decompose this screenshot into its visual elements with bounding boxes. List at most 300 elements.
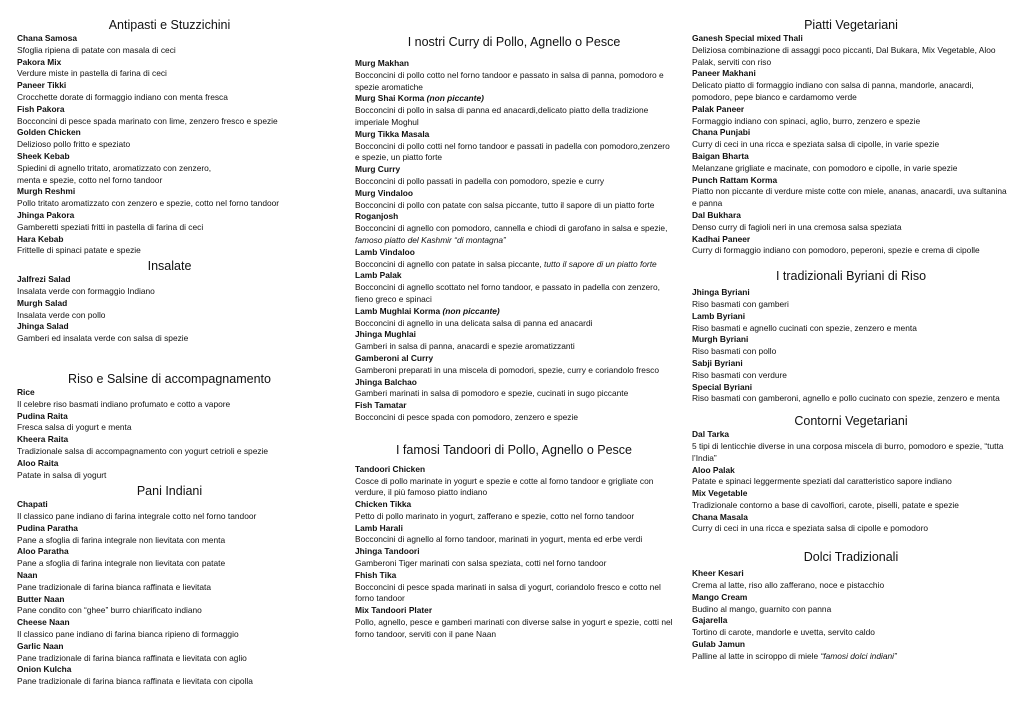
section-title: I nostri Curry di Pollo, Agnello o Pesce [407,35,621,49]
menu-item [692,127,1010,151]
menu-item-name-text: Mix Vegetable [692,488,748,499]
menu-item [692,615,1010,639]
menu-item-description-text: Bocconcini di agnello al forno tandoor, marinati in yogurt, menta ed erbe verdi [355,534,643,545]
section-title: Piatti Vegetariani [804,18,898,32]
menu-item-description [17,198,322,210]
section-title: Dolci Tradizionali [803,550,899,565]
menu-item-name-text: Aloo Palak [692,464,735,475]
menu-item-description-text: Crema al latte, riso allo zafferano, noce e pistacchio [692,580,885,591]
menu-item-list [17,33,322,257]
menu-item-name [692,127,1010,139]
menu-item-name-text: Murg Tikka Masala [355,128,430,139]
menu-item [17,104,322,128]
section-tandoori [355,442,673,641]
menu-item [355,546,673,570]
menu-item-name [17,458,322,470]
menu-item [692,151,1010,175]
menu-item-name [355,499,673,511]
menu-item-description-text: Piatto non piccante di verdure miste cotte con miele, ananas, anacardi, uva sultanina e panna [692,186,1007,209]
menu-item [692,358,1010,382]
menu-item [17,151,322,186]
menu-item-name [355,400,673,412]
menu-item-description-text: Pollo tritato aromatizzato con zenzero e spezie, cotto nel forno tandoor [17,198,280,209]
menu-item-name-text: Kadhai Paneer [692,233,751,244]
menu-item [355,58,673,93]
menu-item-name-text: Murg Vindaloo [355,187,414,198]
menu-item-description-text: Formaggio indiano con spinaci, aglio, burro, zenzero e spezie [692,115,921,126]
menu-item-list [355,58,673,424]
menu-item-list [17,387,322,481]
menu-item-name [692,334,1010,346]
menu-item-description-text: Bocconcini di pollo in salsa di panna ed anacardi,delicato piatto della tradizione imperiale Moghul [355,105,649,127]
menu-item-description [355,200,673,212]
menu-item [355,129,673,164]
menu-item-name [692,33,1010,45]
menu-item [692,311,1010,335]
menu-item-name-text: Chana Masala [692,511,748,522]
menu-item-name [692,68,1010,80]
menu-item-name-text: Gamberoni al Curry [355,352,434,363]
menu-item-name [692,358,1010,370]
menu-item-name-text: Garlic Naan [17,640,64,651]
menu-item-name-text: Murg Curry [355,164,401,175]
section-piatti-vegetariani [692,17,1010,257]
menu-item [692,234,1010,258]
menu-item-name-text: Jhinga Salad [17,321,69,332]
menu-column-right [692,0,1010,663]
menu-item-name-text: Murgh Reshmi [17,186,76,197]
menu-item-name-text: Pakora Mix [17,56,62,67]
menu-item-description [355,223,673,247]
menu-item-name [355,523,673,535]
menu-item [692,568,1010,592]
menu-item-description-text: Pane tradizionale di farina bianca raffinata e lievitata con cipolla [17,676,253,687]
menu-item-description-text: Insalata verde con formaggio Indiano [17,285,155,296]
menu-item-description [692,500,1010,512]
menu-item-description-text: Bocconcini di agnello in una delicata salsa di panna ed anacardi [355,317,593,328]
menu-item-name-text: Sabji Byriani [692,357,743,368]
menu-item-description-text: Cosce di pollo marinate in yogurt e spezie e cotte al forno tandoor e grigliate con verdure, il più famoso piatto indiano [355,475,654,498]
menu-item-name [17,298,322,310]
menu-item-description [17,245,322,257]
menu-item-description-italic: tutto il sapore di un piatto forte [544,258,657,269]
menu-item-description [692,299,1010,311]
menu-item [17,617,322,641]
menu-item-name-text: Chapati [17,499,48,510]
menu-item-name-text: Naan [17,570,38,581]
menu-item [355,570,673,605]
menu-item-name-text: Pudina Raita [17,410,68,421]
menu-item-name-text: Chana Punjabi [692,127,751,138]
menu-column-left [17,0,322,688]
menu-item [17,664,322,688]
menu-item-description [17,676,322,688]
menu-item [355,164,673,188]
menu-item [17,641,322,665]
menu-item [355,353,673,377]
menu-item-name-text: Gulab Jamun [692,639,746,650]
menu-item-description-text: Verdure miste in pastella di farina di ceci [17,68,167,79]
menu-item [692,429,1010,464]
menu-item-description-text: Riso basmati con pollo [692,346,777,357]
menu-item-name-text: Dal Tarka [692,429,730,440]
menu-item-name-text: Kheera Raita [17,434,69,445]
menu-item-name [17,57,322,69]
menu-item [692,68,1010,103]
menu-item-name [692,287,1010,299]
menu-item-name [355,164,673,176]
menu-item-description-text: Pollo, agnello, pesce e gamberi marinati con diverse salse in yogurt e spezie, cotti nel forno tandoor, serviti con il pane Naan [355,617,673,639]
menu-item [355,211,673,246]
menu-item-name-text: Jhinga Byriani [692,287,750,298]
menu-item-description [17,139,322,151]
menu-item-description [355,476,673,500]
menu-item-name [692,104,1010,116]
menu-item-description-text: 5 tipi di lenticchie diverse in una corposa miscela di burro, pomodoro e spezie, “tutta l’India” [692,440,1004,463]
menu-item-description [17,116,322,128]
menu-item [17,127,322,151]
menu-item-description-text: Il classico pane indiano di farina bianca ripieno di formaggio [17,629,239,640]
menu-item-description-text: Bocconcini di pollo cotti nel forno tandoor e passati in padella con pomodoro,zenzero e spezie, un piatto forte [355,140,670,163]
menu-item [692,104,1010,128]
menu-item [355,306,673,330]
menu-item-description [17,333,322,345]
menu-item-description [355,412,673,424]
menu-item-description [355,259,673,271]
menu-item-name-text: Aloo Paratha [17,546,69,557]
menu-item [17,434,322,458]
menu-item-description-text: Riso basmati con gamberoni, agnello e pollo cucinato con spezie, zenzero e menta [692,393,1000,404]
menu-item-name [17,274,322,286]
menu-item-name [17,546,322,558]
menu-item [355,400,673,424]
menu-item-name [17,151,322,163]
section-riso-salsine [17,371,322,481]
menu-item-name [355,247,673,259]
section-contorni [692,413,1010,535]
menu-item-description [692,476,1010,488]
menu-item-name [355,306,673,318]
menu-item-name [355,353,673,365]
menu-item-description-text: Frittelle di spinaci patate e spezie [17,245,141,256]
menu-item [692,33,1010,68]
menu-item-description-text: Il celebre riso basmati indiano profumato e cotto a vapore [17,398,231,409]
menu-item-name-text: Baigan Bharta [692,150,749,161]
menu-item-description-text: Fresca salsa di yogurt e menta [17,422,132,433]
menu-item [17,210,322,234]
menu-item [692,465,1010,489]
menu-item-description [355,70,673,94]
menu-item-name-text: Roganjosh [355,211,399,222]
menu-item-name [692,311,1010,323]
menu-item [692,488,1010,512]
menu-item [355,605,673,640]
section-byriani [692,268,1010,405]
menu-item-description [692,441,1010,465]
menu-item-description-text: Bocconcini di pesce spada marinato con lime, zenzero fresco e spezie [17,115,278,126]
menu-item-name-text: Jhinga Tandoori [355,546,420,557]
menu-item-name [17,411,322,423]
menu-item-name [355,58,673,70]
menu-item-description [355,141,673,165]
menu-item-description [692,393,1010,405]
menu-item-description [355,318,673,330]
menu-item-name-text: Dal Bukhara [692,209,741,220]
menu-item-description [17,558,322,570]
menu-item-name-text: Fish Tamatar [355,400,407,411]
menu-item [355,377,673,401]
menu-item-description-italic: famoso piatto del Kashmir “di montagna” [355,234,506,245]
menu-item-name [17,570,322,582]
menu-item-description-text: Riso basmati con verdure [692,369,787,380]
menu-item-description [17,222,322,234]
menu-item-name-text: Jhinga Mughlai [355,329,416,340]
menu-item [17,321,322,345]
menu-item-name [355,129,673,141]
menu-item-spice-note: (non piccante) [426,93,484,104]
menu-item-description [692,627,1010,639]
menu-item-description [17,446,322,458]
menu-item-description-text: Budino al mango, guarnito con panna [692,603,832,614]
menu-item-name-text: Mix Tandoori Plater [355,605,433,616]
menu-item-description [17,45,322,57]
menu-item-description-text: Delicato piatto di formaggio indiano con salsa di panna, mandorle, anacardi, pomodoro, pepe bianco e cardamomo verde [692,80,974,102]
menu-item-name-text: Kheer Kesari [692,568,744,579]
menu-item-description-text: Bocconcini di pollo cotto nel forno tandoor e passato in salsa di panna, pomodoro e spezie aromatiche [355,69,664,92]
menu-item-description [17,68,322,80]
menu-item-description [355,365,673,377]
menu-item-description [17,422,322,434]
menu-item-name [355,377,673,389]
menu-item [17,570,322,594]
menu-item [692,382,1010,406]
menu-item-name-text: Murg Makhan [355,58,409,68]
menu-item-description-text: Bocconcini di pesce spada marinati in salsa di yogurt, coriandolo fresco e cotto nel forno tandoor [355,581,661,604]
menu-item-name [17,321,322,333]
menu-item-name-text: Lamb Palak [355,270,402,281]
menu-item-list [355,464,673,641]
menu-item-description-text: Il classico pane indiano di farina integrale cotto nel forno tandoor [17,511,257,522]
menu-item-name-text: Butter Naan [17,593,65,604]
menu-item-description-text: Riso basmati e agnello cucinati con spezie, zenzero e menta [692,322,917,333]
menu-item-description [355,617,673,641]
menu-item-name [692,234,1010,246]
menu-item-description [692,651,1010,663]
menu-item-description-italic: “famosi dolci indiani” [820,650,897,661]
menu-item [17,80,322,104]
menu-item [17,186,322,210]
menu-item-name-text: Ganesh Special mixed Thali [692,33,803,43]
section-curry [355,34,673,424]
menu-item-name-text: Jhinga Pakora [17,209,75,220]
menu-item-name-text: Lamb Harali [355,522,403,533]
menu-item-description-text: Gamberoni preparati in una miscela di pomodori, spezie, curry e coriandolo fresco [355,364,659,375]
menu-item [692,210,1010,234]
menu-item-description-text: Riso basmati con gamberi [692,298,789,309]
menu-item [692,592,1010,616]
menu-item [17,57,322,81]
menu-item-name [17,434,322,446]
menu-item-description-text: Melanzane grigliate e macinate, con pomodoro e cipolle, in varie spezie [692,162,958,173]
menu-item-description [355,558,673,570]
menu-item-name-text: Aloo Raita [17,457,59,468]
menu-item-name [692,210,1010,222]
section-insalate [17,258,322,345]
menu-item-list [692,287,1010,405]
menu-item [692,334,1010,358]
menu-item-description-text: Tortino di carote, mandorle e uvetta, servito caldo [692,627,875,638]
menu-item-description [692,116,1010,128]
menu-item-description [692,222,1010,234]
menu-item [17,411,322,435]
menu-item-description [355,105,673,129]
menu-item-description-text: Curry di ceci in una ricca e speziata salsa di cipolle e pomodoro [692,523,929,534]
menu-item-name [692,592,1010,604]
menu-item-name-text: Fhish Tika [355,569,397,580]
menu-item-description [17,163,322,187]
menu-item-description-text: Delizioso pollo fritto e speziato [17,139,131,150]
section-antipasti [17,17,322,257]
menu-item-name [17,617,322,629]
menu-item-name-text: Punch Rattam Korma [692,174,778,185]
menu-item-description-text: Gamberi ed insalata verde con salsa di spezie [17,333,189,344]
menu-item [355,93,673,128]
menu-item-name [692,568,1010,580]
menu-item-name [355,605,673,617]
menu-item-description [692,186,1010,210]
menu-item-description-text: Gamberoni Tiger marinati con salsa speziata, cotti nel forno tandoor [355,558,607,569]
menu-item-name [692,465,1010,477]
menu-item-description [17,582,322,594]
menu-item-name-text: Paneer Tikki [17,80,67,91]
menu-item-name [17,594,322,606]
menu-item-name [17,664,322,676]
menu-item-name-text: Cheese Naan [17,617,70,628]
menu-item-name-text: Murg Shai Korma [355,93,425,104]
menu-item-list [692,568,1010,662]
menu-item-name [17,523,322,535]
menu-item [692,287,1010,311]
menu-item-description [355,176,673,188]
menu-item-name-text: Murgh Salad [17,297,68,308]
menu-item-description-text: Bocconcini di agnello con pomodoro, cannella e chiodi di garofano in salsa e spezie, [355,223,668,234]
menu-item-name [355,188,673,200]
menu-item-name-text: Mango Cream [692,591,748,602]
menu-item-name-text: Tandoori Chicken [355,463,426,474]
menu-item-list [17,274,322,345]
menu-item-description-text: Patate e spinaci leggermente speziati dal caratteristico sapore indiano [692,476,952,487]
menu-item [17,594,322,618]
menu-item-name [355,93,673,105]
menu-item-name [355,464,673,476]
menu-item-list [692,429,1010,535]
menu-item-description-text: Gamberi marinati in salsa di pomodoro e spezie, cucinati in sugo piccante [355,388,629,399]
menu-item-description [692,163,1010,175]
menu-item [17,499,322,523]
menu-item [355,464,673,499]
menu-item-description [692,323,1010,335]
menu-item-name-text: Special Byriani [692,381,753,392]
menu-item-description-text: Curry di formaggio indiano con pomodoro, peperoni, spezie e crema di cipolle [692,245,980,256]
section-pani-indiani [17,483,322,688]
menu-item [17,298,322,322]
menu-item-name [17,104,322,116]
menu-item-name [17,499,322,511]
menu-item-name-text: Lamb Byriani [692,310,746,321]
menu-item-description [17,629,322,641]
menu-item-description [692,139,1010,151]
menu-item [17,523,322,547]
menu-item-name [692,639,1010,651]
menu-item-description-text: Deliziosa combinazione di assaggi poco piccanti, Dal Bukara, Mix Vegetable, Aloo Palak, serviti con riso [692,44,996,67]
menu-item-description [692,370,1010,382]
menu-item-description-text: Sfoglia ripiena di patate con masala di ceci [17,44,176,55]
menu-item-description-text: Bocconcini di pesce spada con pomodoro, zenzero e spezie [355,411,579,422]
menu-item-description-text: Denso curry di fagioli neri in una cremosa salsa speziata [692,221,902,232]
menu-item [355,523,673,547]
menu-item-description [692,80,1010,104]
section-title: I famosi Tandoori di Pollo, Agnello o Pesce [395,442,633,457]
section-title: Contorni Vegetariani [794,414,908,429]
menu-item-name [17,234,322,246]
menu-item-description-text: Bocconcini di pollo con patate con salsa piccante, tutto il sapore di un piatto forte [355,199,655,210]
menu-item-description [17,470,322,482]
menu-item-name-text: Rice [17,386,35,397]
menu-column-middle [355,0,673,641]
menu-item [355,188,673,212]
menu-item-description [692,346,1010,358]
menu-item-name [692,615,1010,627]
menu-item-description [17,310,322,322]
menu-item-name [355,329,673,341]
menu-item-description [355,511,673,523]
menu-item-name [355,570,673,582]
menu-item-name [17,80,322,92]
menu-item-description-text: Insalata verde con pollo [17,309,106,320]
menu-item-description [692,580,1010,592]
section-title: Antipasti e Stuzzichini [108,18,231,32]
menu-item-list [692,33,1010,257]
menu-item [17,33,322,57]
menu-item [17,387,322,411]
menu-item [355,247,673,271]
menu-item-description [17,535,322,547]
menu-item-description-text: Crocchette dorate di formaggio indiano con menta fresca [17,91,228,102]
menu-item-description [692,604,1010,616]
menu-item-name-text: Lamb Vindaloo [355,246,415,257]
menu-item-description [17,511,322,523]
menu-item-name [17,127,322,139]
menu-item-description-text: Pane condito con “ghee” burro chiarificato indiano [17,605,202,616]
menu-item [692,175,1010,210]
menu-item-description-text: Petto di pollo marinato in yogurt, zafferano e spezie, cotto nel forno tandoor [355,510,635,521]
menu-item-name-text: Fish Pakora [17,103,65,114]
menu-item-description-text: Pane tradizionale di farina bianca raffinata e lievitata con aglio [17,652,247,663]
menu-item-name [692,488,1010,500]
menu-item [355,270,673,305]
menu-item-description [355,282,673,306]
menu-item-name [692,382,1010,394]
menu-item-description-text: Palline al latte in sciroppo di miele [692,650,821,661]
menu-item-name-text: Pudina Paratha [17,522,78,533]
menu-item-description-text: Tradizionale contorno a base di cavolfiori, carote, piselli, patate e spezie [692,499,959,510]
menu-item-description [692,245,1010,257]
menu-item-name-text: Jalfrezi Salad [17,274,71,285]
menu-item-name [17,210,322,222]
menu-item-description-text: Gamberetti speziati fritti in pastella di farina di ceci [17,221,204,232]
menu-item-name-text: Murgh Byriani [692,334,749,345]
menu-item-name [17,33,322,45]
